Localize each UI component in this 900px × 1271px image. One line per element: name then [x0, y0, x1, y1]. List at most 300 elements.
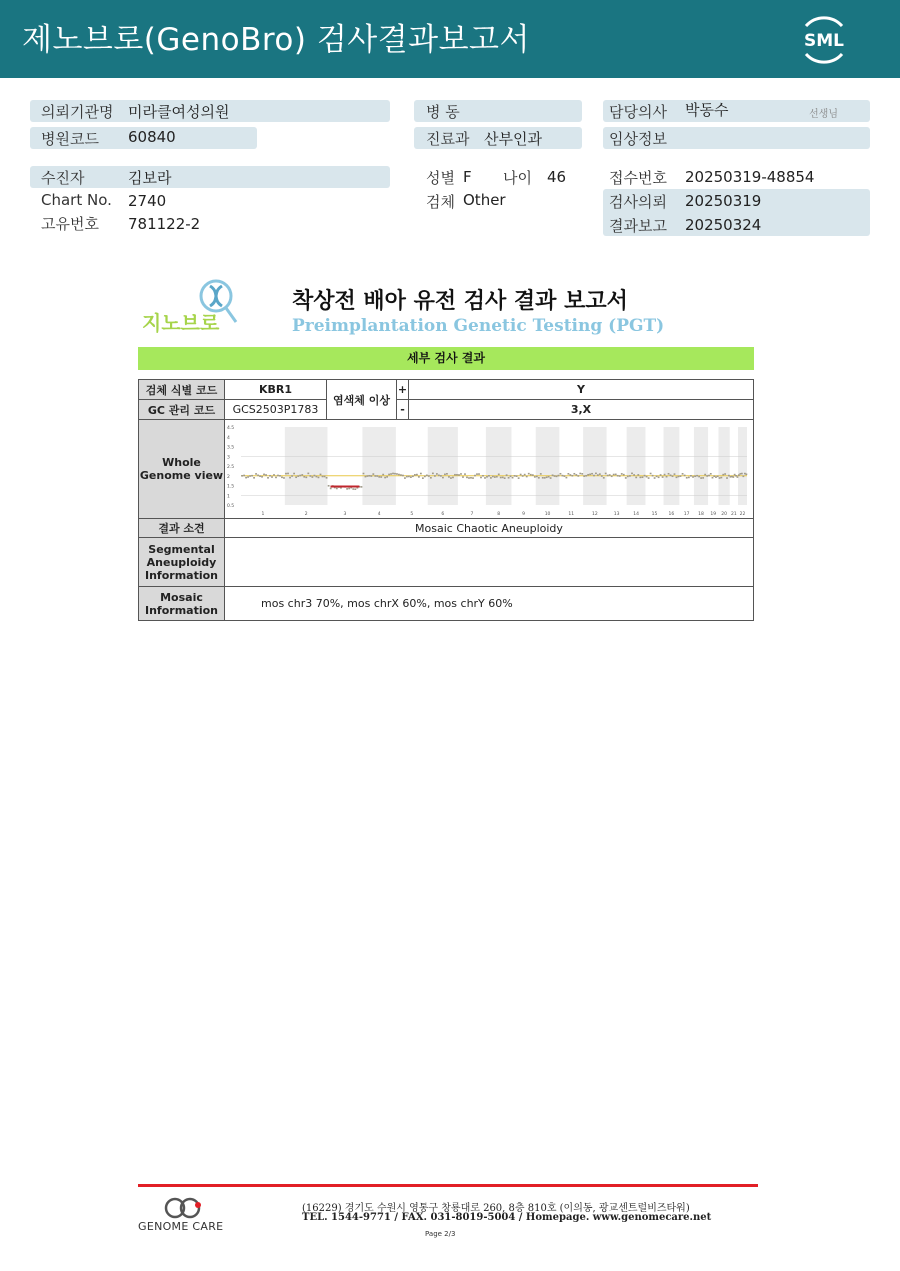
data-point [550, 477, 552, 479]
data-point [440, 475, 442, 477]
y-tick-label: 1 [227, 493, 230, 499]
report-date-label: 결과보고 [609, 217, 667, 235]
data-point [617, 474, 619, 476]
data-point [430, 476, 432, 478]
section-title-bar: 세부 검사 결과 [138, 347, 754, 370]
data-point [322, 475, 324, 477]
report-date-value: 20250324 [685, 216, 762, 234]
whole-genome-label: Whole Genome view [139, 420, 225, 519]
data-point [520, 473, 522, 475]
data-point [400, 474, 402, 476]
data-point [251, 474, 253, 476]
data-point [639, 476, 641, 478]
hospital-code-value: 60840 [128, 128, 176, 146]
department-label: 진료과 [426, 130, 470, 148]
doctor-value: 박동수 [685, 101, 729, 119]
data-point [388, 473, 390, 475]
data-point [579, 472, 581, 474]
x-tick-label: 9 [522, 511, 526, 517]
data-point [496, 475, 498, 477]
data-point [648, 477, 650, 479]
chromosome-band [285, 427, 328, 505]
data-point [506, 474, 508, 476]
data-point [629, 475, 631, 477]
data-point [631, 472, 633, 474]
footer-divider [138, 1184, 758, 1187]
data-point [255, 473, 257, 475]
data-point [492, 475, 494, 477]
y-tick-label: 3.5 [227, 445, 235, 450]
data-point [680, 475, 682, 477]
x-tick-label: 8 [497, 511, 501, 517]
data-point [575, 474, 577, 476]
data-point [297, 475, 299, 477]
patient-value: 김보라 [128, 169, 172, 187]
data-point [488, 475, 490, 477]
data-point [603, 477, 605, 479]
data-point [446, 473, 448, 475]
data-point [611, 475, 613, 477]
data-point [374, 475, 376, 477]
data-point [585, 474, 587, 476]
data-point [470, 476, 472, 478]
data-point [581, 473, 583, 475]
data-point [682, 473, 684, 475]
data-point [666, 475, 668, 477]
x-tick-label: 5 [410, 511, 414, 517]
gc-code-value: GCS2503P1783 [225, 400, 327, 420]
data-point [627, 475, 629, 477]
data-point [464, 473, 466, 475]
x-tick-label: 4 [377, 511, 381, 517]
data-point [712, 476, 714, 478]
data-point [686, 476, 688, 478]
data-point [532, 474, 534, 476]
x-tick-label: 20 [721, 511, 727, 517]
data-point [328, 484, 330, 486]
id-label: 고유번호 [41, 215, 99, 233]
specimen-code-value: KBR1 [225, 380, 327, 400]
data-point [514, 475, 516, 477]
data-point [524, 473, 526, 475]
data-point [402, 474, 404, 476]
data-point [267, 477, 269, 479]
data-point [567, 473, 569, 475]
data-point [404, 477, 406, 479]
data-point [726, 477, 728, 479]
data-point [261, 476, 263, 478]
request-label: 검사의뢰 [609, 193, 667, 211]
data-point [668, 472, 670, 474]
data-point [720, 476, 722, 478]
x-tick-label: 15 [651, 511, 658, 517]
request-value: 20250319 [685, 192, 762, 210]
data-point [589, 473, 591, 475]
data-point [422, 477, 424, 479]
x-tick-label: 22 [739, 511, 746, 517]
data-point [662, 476, 664, 478]
x-tick-label: 12 [591, 511, 598, 517]
data-point [510, 475, 512, 477]
data-point [494, 476, 496, 478]
data-point [502, 476, 504, 478]
data-point [597, 474, 599, 476]
data-point [307, 472, 309, 474]
data-point [548, 475, 550, 477]
data-point [478, 473, 480, 475]
ward-label: 병 동 [426, 103, 460, 121]
data-point [253, 477, 255, 479]
data-point [508, 476, 510, 478]
data-point [314, 474, 316, 476]
y-tick-label: 2.5 [227, 464, 235, 470]
data-point [301, 474, 303, 476]
table-row [139, 380, 754, 400]
data-point [593, 474, 595, 476]
department-value: 산부인과 [484, 130, 542, 148]
data-point [380, 476, 382, 478]
institution-label: 의뢰기관명 [41, 103, 114, 121]
data-point [542, 476, 544, 478]
id-value: 781122-2 [128, 215, 201, 233]
data-point [277, 474, 279, 476]
data-point [635, 476, 637, 478]
data-point [318, 476, 320, 478]
data-point [414, 474, 416, 476]
page-header [0, 0, 900, 78]
data-point [706, 475, 708, 477]
data-point [444, 473, 446, 475]
data-point [462, 476, 464, 478]
data-point [410, 476, 412, 478]
x-tick-label: 1 [261, 511, 265, 517]
sml-logo [796, 12, 852, 66]
data-point [316, 475, 318, 477]
data-point [560, 472, 562, 474]
data-point [412, 475, 414, 477]
data-point [305, 476, 307, 478]
data-point [558, 474, 560, 476]
x-tick-label: 14 [633, 511, 639, 517]
data-point [504, 477, 506, 479]
data-point [698, 475, 700, 477]
data-point [346, 488, 348, 490]
data-point [556, 475, 558, 477]
chromosome-band [627, 427, 646, 505]
data-point [700, 477, 702, 479]
data-point [658, 476, 660, 478]
data-point [516, 475, 518, 477]
chromosome-band [536, 427, 560, 505]
data-point [692, 476, 694, 478]
data-point [368, 474, 370, 476]
data-point [265, 474, 267, 476]
chromosome-band [428, 427, 458, 505]
table-row [139, 587, 754, 621]
specimen-value: Other [463, 191, 506, 209]
genome-care-text: GENOME CARE [138, 1220, 224, 1233]
data-point [476, 473, 478, 475]
data-point [713, 475, 715, 477]
data-point [704, 473, 706, 475]
receipt-label: 접수번호 [609, 169, 667, 187]
data-point [458, 474, 460, 476]
data-point [452, 476, 454, 478]
data-point [583, 475, 585, 477]
page-number: Page 2/3 [425, 1230, 456, 1238]
data-point [428, 475, 430, 477]
data-point [619, 475, 621, 477]
data-point [241, 474, 243, 476]
data-point [745, 473, 747, 475]
chromosome-band [362, 427, 395, 505]
y-tick-label: 3 [227, 454, 230, 460]
data-point [474, 474, 476, 476]
data-point [710, 472, 712, 474]
data-point [367, 475, 369, 477]
data-point [460, 473, 462, 475]
data-point [562, 474, 564, 476]
data-point [259, 475, 261, 477]
data-point [621, 473, 623, 475]
plus-sign: + [397, 380, 409, 400]
data-point [480, 476, 482, 478]
x-tick-label: 19 [710, 511, 717, 517]
mosaic-label: Mosaic Information [139, 587, 225, 621]
specimen-code-label: 검체 식별 코드 [139, 380, 225, 400]
x-tick-label: 10 [544, 511, 551, 517]
data-point [625, 477, 627, 479]
data-point [424, 475, 426, 477]
data-point [336, 487, 338, 489]
data-point [386, 476, 388, 478]
data-point [249, 475, 251, 477]
data-point [601, 475, 603, 477]
x-tick-label: 16 [668, 511, 675, 517]
data-point [674, 473, 676, 475]
data-point [283, 477, 285, 479]
data-point [544, 477, 546, 479]
segmental-label: Segmental Aneuploidy Information [139, 538, 225, 587]
data-point [438, 474, 440, 476]
age-label: 나이 [503, 169, 532, 187]
data-point [652, 474, 654, 476]
data-point [394, 472, 396, 474]
page-title: 제노브로(GenoBro) 검사결과보고서 [22, 22, 530, 58]
whole-genome-chart [225, 421, 753, 518]
data-point [741, 472, 743, 474]
x-tick-label: 18 [698, 511, 704, 517]
data-point [587, 473, 589, 475]
data-point [591, 472, 593, 474]
gc-code-label: GC 관리 코드 [139, 400, 225, 420]
whole-genome-chart-cell [225, 420, 754, 519]
data-point [484, 477, 486, 479]
x-tick-label: 21 [731, 511, 737, 517]
data-point [672, 475, 674, 477]
data-point [448, 476, 450, 478]
data-point [243, 474, 245, 476]
data-point [522, 475, 524, 477]
data-point [420, 472, 422, 474]
data-point [724, 473, 726, 475]
data-point [263, 473, 265, 475]
data-point [742, 475, 744, 477]
data-point [664, 473, 666, 475]
data-point [287, 472, 289, 474]
data-point [418, 476, 420, 478]
data-point [694, 475, 696, 477]
data-point [392, 472, 394, 474]
table-row [139, 420, 754, 519]
chromosome-band [738, 427, 747, 505]
data-point [378, 476, 380, 478]
data-point [607, 474, 609, 476]
data-point [326, 476, 328, 478]
data-point [518, 477, 520, 479]
x-tick-label: 7 [470, 511, 474, 517]
receipt-value: 20250319-48854 [685, 168, 815, 186]
data-point [534, 476, 536, 478]
data-point [719, 477, 721, 479]
data-point [650, 472, 652, 474]
data-point [676, 476, 678, 478]
hospital-code-label: 병원코드 [41, 130, 99, 148]
data-point [732, 476, 734, 478]
chromosome-band [583, 427, 606, 505]
data-point [637, 474, 639, 476]
data-point [512, 476, 514, 478]
data-point [715, 476, 717, 478]
data-point [654, 477, 656, 479]
data-point [595, 472, 597, 474]
data-point [416, 473, 418, 475]
data-point [486, 476, 488, 478]
data-point [552, 474, 554, 476]
chart-value: 2740 [128, 192, 167, 210]
data-point [398, 473, 400, 475]
report-title-en: Preimplantation Genetic Testing (PGT) [292, 316, 665, 336]
data-point [247, 476, 249, 478]
data-point [656, 475, 658, 477]
segmental-value [225, 538, 754, 587]
jinobro-logo-text: 지노브로 [142, 311, 220, 335]
data-point [352, 488, 354, 490]
data-point [285, 472, 287, 474]
table-row [139, 538, 754, 587]
clinical-label: 임상정보 [609, 130, 667, 148]
finding-label: 결과 소견 [139, 519, 225, 538]
data-point [564, 475, 566, 477]
data-point [688, 476, 690, 478]
data-point [678, 475, 680, 477]
data-point [293, 472, 295, 474]
data-point [569, 474, 571, 476]
data-point [546, 476, 548, 478]
data-point [324, 475, 326, 477]
data-point [605, 472, 607, 474]
table-row [139, 400, 754, 420]
report-title-ko: 착상전 배아 유전 검사 결과 보고서 [292, 289, 628, 314]
sex-value: F [463, 168, 472, 186]
data-point [599, 473, 601, 475]
data-point [660, 474, 662, 476]
data-point [456, 473, 458, 475]
data-point [436, 473, 438, 475]
data-point [281, 476, 283, 478]
data-point [365, 475, 367, 477]
data-point [303, 476, 305, 478]
data-point [434, 475, 436, 477]
data-point [609, 474, 611, 476]
y-tick-label: 4.5 [227, 425, 235, 431]
data-point [390, 473, 392, 475]
data-point [644, 474, 646, 476]
chart-label: Chart No. [41, 191, 112, 209]
data-point [642, 476, 644, 478]
finding-value: Mosaic Chaotic Aneuploidy [225, 519, 754, 538]
data-point [275, 476, 277, 478]
chromosome-band [663, 427, 679, 505]
data-point [273, 474, 275, 476]
doctor-suffix: 선생님 [809, 109, 838, 120]
data-point [670, 474, 672, 476]
data-point [426, 474, 428, 476]
table-row [139, 519, 754, 538]
data-point [291, 475, 293, 477]
y-tick-label: 2 [227, 474, 230, 480]
data-point [728, 474, 730, 476]
plus-value: Y [409, 380, 754, 400]
minus-sign: - [397, 400, 409, 420]
data-point [382, 473, 384, 475]
data-point [526, 475, 528, 477]
data-point [566, 476, 568, 478]
chromosome-band [694, 427, 708, 505]
data-point [450, 477, 452, 479]
data-point [271, 476, 273, 478]
data-point [538, 477, 540, 479]
data-point [472, 477, 474, 479]
data-point [299, 474, 301, 476]
data-point [702, 477, 704, 479]
data-point [363, 472, 365, 474]
data-point [354, 488, 356, 490]
age-value: 46 [547, 168, 567, 186]
y-tick-label: 1.5 [227, 484, 235, 489]
chromosome-abnormality-label: 염색체 이상 [327, 380, 397, 420]
data-point [361, 486, 363, 488]
data-point [311, 476, 313, 478]
data-point [454, 473, 456, 475]
footer-contact: TEL. 1544-9771 / FAX. 031-8019-5004 / Homepage. www.genomecare.net [302, 1212, 712, 1223]
data-point [722, 473, 724, 475]
data-point [320, 473, 322, 475]
data-point [309, 475, 311, 477]
x-tick-label: 17 [683, 511, 690, 517]
x-tick-label: 6 [441, 511, 445, 517]
data-point [490, 477, 492, 479]
chromosome-band [718, 427, 729, 505]
data-point [432, 472, 434, 474]
sex-label: 성별 [426, 169, 455, 187]
data-point [498, 473, 500, 475]
data-point [573, 472, 575, 474]
data-point [571, 474, 573, 476]
data-point [615, 473, 617, 475]
data-point [482, 474, 484, 476]
data-point [269, 474, 271, 476]
